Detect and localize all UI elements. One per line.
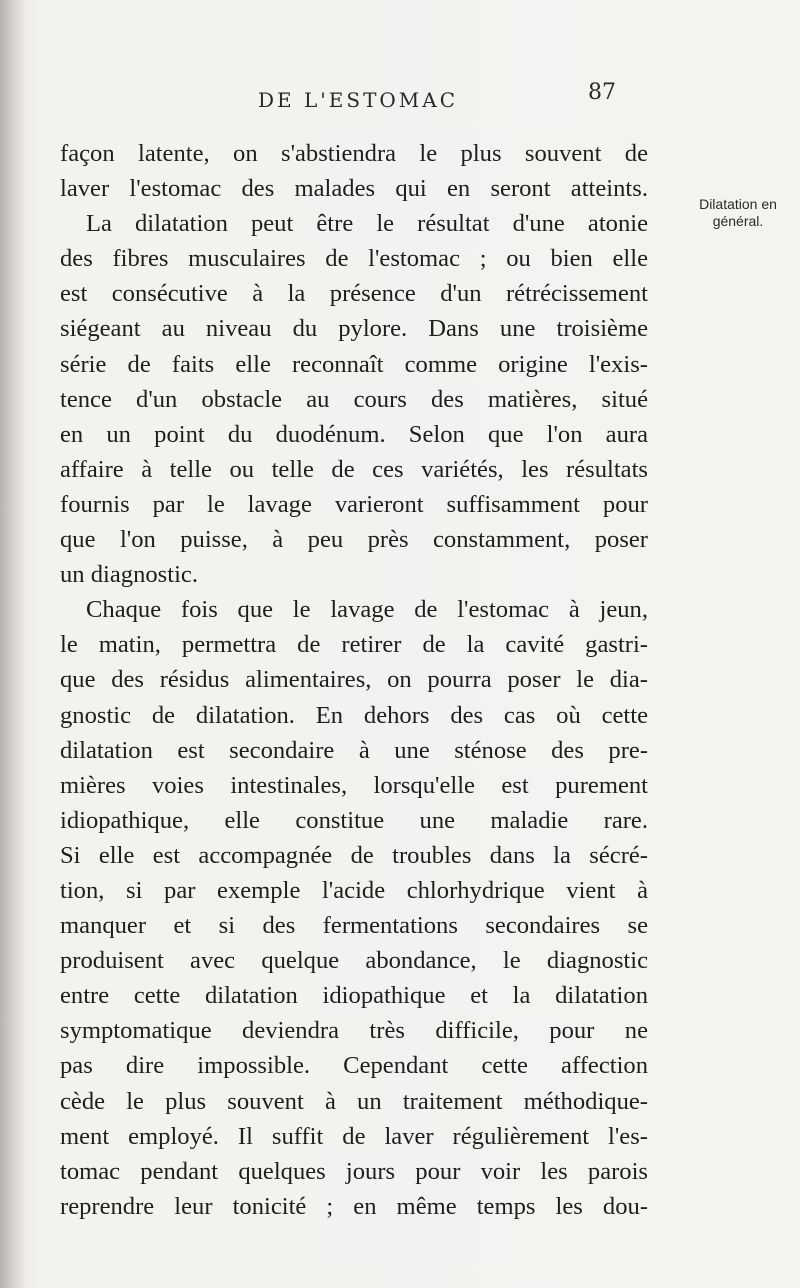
text-line: est consécutive à la présence d'un rétrécissement [60, 280, 648, 308]
margin-note [682, 196, 794, 230]
text-line: façon latente, on s'abstiendra le plus souvent de [60, 140, 648, 167]
text-line: La dilatation peut être le résultat d'une atonie [86, 210, 648, 238]
text-line: manquer et si des fermentations secondaires se [60, 912, 648, 940]
running-title: DE L'ESTOMAC [258, 88, 459, 112]
text-line: tence d'un obstacle au cours des matières, situé [60, 385, 648, 413]
text-line: tion, si par exemple l'acide chlorhydrique vient à [60, 876, 648, 904]
text-line: gnostic de dilatation. En dehors des cas où cette [60, 701, 648, 729]
text-line: série de faits elle reconnaît comme origine l'exis- [60, 350, 648, 378]
text-line: siégeant au niveau du pylore. Dans une troisième [60, 315, 648, 343]
text-line: des fibres musculaires de l'estomac ; ou bien elle [60, 245, 648, 273]
text-line: reprendre leur tonicité ; en même temps les dou- [60, 1192, 648, 1220]
margin-note-line-1: Dilatation en [699, 196, 777, 212]
text-line: entre cette dilatation idiopathique et la dilatation [60, 982, 648, 1010]
text-line: tomac pendant quelques jours pour voir les parois [60, 1157, 648, 1185]
text-line: affaire à telle ou telle de ces variétés, les résultats [60, 455, 648, 483]
text-line: symptomatique deviendra très difficile, pour ne [60, 1017, 648, 1045]
text-line: Chaque fois que le lavage de l'estomac à jeun, [86, 596, 648, 624]
text-line: pas dire impossible. Cependant cette affection [60, 1052, 648, 1080]
text-line: en un point du duodénum. Selon que l'on aura [60, 420, 648, 448]
text-line: idiopathique, elle constitue une maladie rare. [60, 806, 648, 834]
text-line: un diagnostic. [60, 561, 198, 589]
text-line: fournis par le lavage varieront suffisamment pour [60, 490, 648, 518]
text-line: dilatation est secondaire à une sténose des pre- [60, 736, 648, 764]
text-line: cède le plus souvent à un traitement méthodique- [60, 1087, 648, 1115]
text-line: Si elle est accompagnée de troubles dans la sécré- [60, 841, 648, 869]
margin-note-line-2: général. [712, 213, 764, 229]
text-line: laver l'estomac des malades qui en seront atteints. [60, 175, 648, 203]
text-line: produisent avec quelque abondance, le diagnostic [60, 947, 648, 975]
gutter-shadow [0, 0, 26, 1288]
text-line: le matin, permettra de retirer de la cavité gastri- [60, 631, 648, 659]
body-text [60, 136, 648, 1224]
text-line: ment employé. Il suffit de laver régulièrement l'es- [60, 1122, 648, 1150]
text-line: que l'on puisse, à peu près constamment, poser [60, 526, 648, 554]
page-number: 87 [588, 80, 616, 105]
text-line: que des résidus alimentaires, on pourra poser le dia- [60, 666, 648, 694]
text-line: mières voies intestinales, lorsqu'elle est purement [60, 771, 648, 799]
